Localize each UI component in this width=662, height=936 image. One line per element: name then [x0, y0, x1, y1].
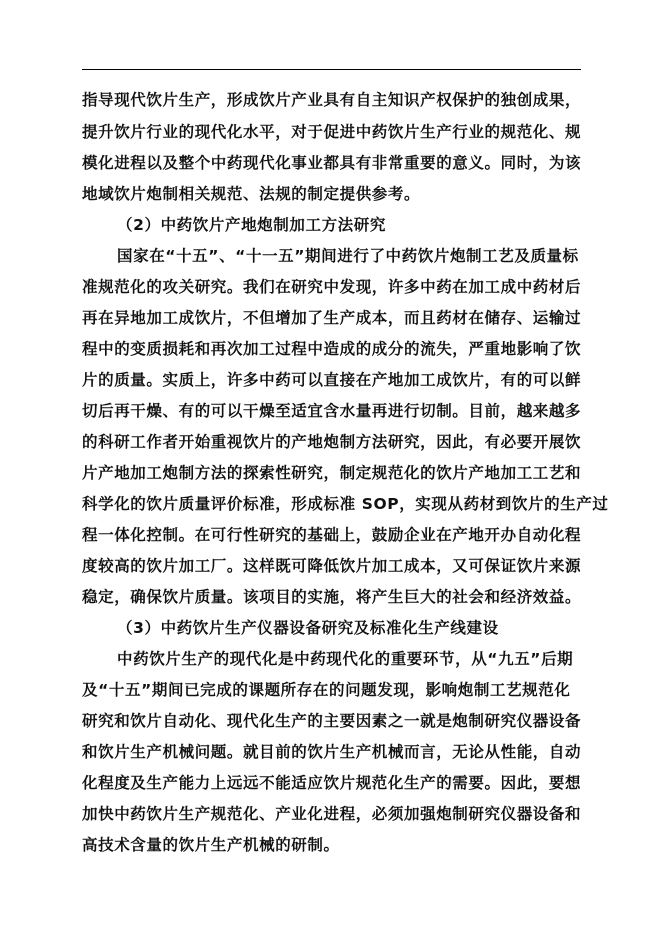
paragraph-2-line: 的科研工作者开始重视饮片的产地炮制方法研究，因此，有必要开展饮: [82, 433, 582, 451]
paragraph-2-line: 度较高的饮片加工厂。这样既可降低饮片加工成本，又可保证饮片来源: [82, 557, 582, 575]
paragraph-2-line: 程中的变质损耗和再次加工过程中造成的成分的流失，严重地影响了饮: [82, 340, 582, 358]
paragraph-2-line: 科学化的饮片质量评价标准，形成标准 SOP，实现从药材到饮片的生产过: [82, 495, 609, 513]
section-heading-3: （3）中药饮片生产仪器设备研究及标准化生产线建设: [117, 619, 499, 637]
paragraph-2-line: 程一体化控制。在可行性研究的基础上，鼓励企业在产地开办自动化程: [82, 526, 582, 544]
paragraph-3-line: 和饮片生产机械问题。就目前的饮片生产机械而言，无论从性能，自动: [82, 743, 582, 761]
section-heading-2: （2）中药饮片产地炮制加工方法研究: [117, 216, 386, 234]
paragraph-3-line: 中药饮片生产的现代化是中药现代化的重要环节，从“九五”后期: [117, 650, 574, 668]
paragraph-2-line: 切后再干燥、有的可以干燥至适宜含水量再进行切制。目前，越来越多: [82, 402, 582, 420]
paragraph-2-line: 准规范化的攻关研究。我们在研究中发现，许多中药在加工成中药材后: [82, 278, 582, 296]
paragraph-2-line: 稳定，确保饮片质量。该项目的实施，将产生巨大的社会和经济效益。: [82, 588, 582, 606]
paragraph-3-line: 及“十五”期间已完成的课题所存在的问题发现，影响炮制工艺规范化: [82, 681, 571, 699]
paragraph-3-line: 化程度及生产能力上远远不能适应饮片规范化生产的需要。因此，要想: [82, 774, 582, 792]
header-rule: [82, 69, 581, 70]
paragraph-1-line: 地域饮片炮制相关规范、法规的制定提供参考。: [82, 185, 421, 203]
paragraph-2-line: 片的质量。实质上，许多中药可以直接在产地加工成饮片，有的可以鲜: [82, 371, 582, 389]
paragraph-3-line: 加快中药饮片生产规范化、产业化进程，必须加强炮制研究仪器设备和: [82, 805, 582, 823]
paragraph-1-line: 模化进程以及整个中药现代化事业都具有非常重要的意义。同时，为该: [82, 154, 582, 172]
paragraph-2-line: 再在异地加工成饮片，不但增加了生产成本，而且药材在储存、运输过: [82, 309, 582, 327]
paragraph-3-line: 高技术含量的饮片生产机械的研制。: [82, 836, 340, 854]
paragraph-1-line: 指导现代饮片生产，形成饮片产业具有自主知识产权保护的独创成果，: [82, 91, 582, 109]
paragraph-2-line: 片产地加工炮制方法的探索性研究，制定规范化的饮片产地加工工艺和: [82, 464, 582, 482]
paragraph-3-line: 研究和饮片自动化、现代化生产的主要因素之一就是炮制研究仪器设备: [82, 712, 582, 730]
paragraph-1-line: 提升饮片行业的现代化水平，对于促进中药饮片生产行业的规范化、规: [82, 123, 582, 141]
paragraph-2-line: 国家在“十五”、“十一五”期间进行了中药饮片炮制工艺及质量标: [117, 247, 579, 265]
